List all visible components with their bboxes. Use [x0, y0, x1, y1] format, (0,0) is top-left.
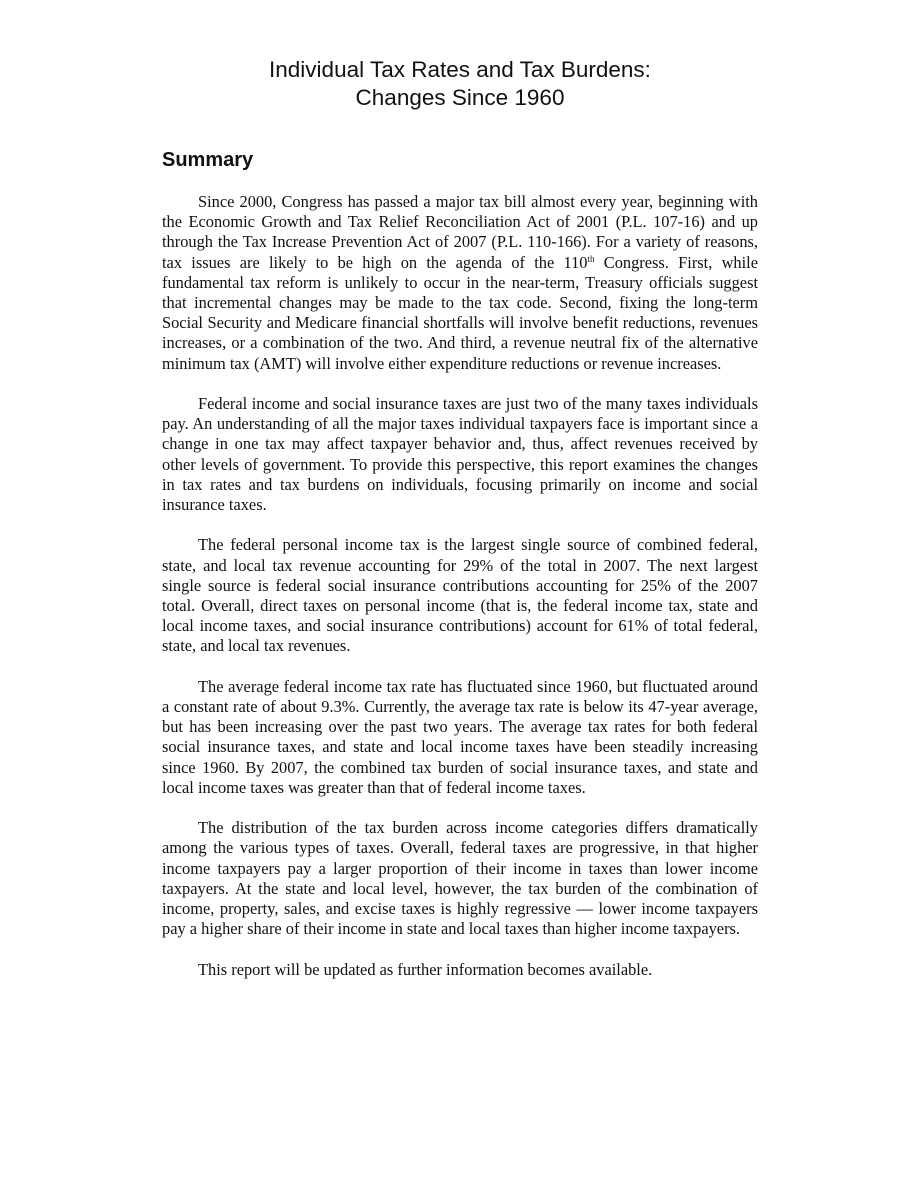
document-page	[162, 56, 758, 1000]
summary-paragraph-4: The average federal income tax rate has fluctuated since 1960, but fluctuated around a constant rate of about 9.3%. Currently, the average tax rate is below its 47-year average, but has been increasing over the past two years. The average tax rates for both federal social insurance taxes, and state and local income taxes have been steadily increasing since 1960. By 2007, the combined tax burden of social insurance taxes, and state and local income taxes was greater than that of federal income taxes.	[162, 676, 758, 797]
summary-paragraph-2: Federal income and social insurance taxes are just two of the many taxes individuals pay. An understanding of all the major taxes individual taxpayers face is important since a change in one tax may affect taxpayer behavior and, thus, affect revenues received by other levels of government. To provide this perspective, this report examines the changes in tax rates and tax burdens on individuals, focusing primarily on income and social insurance taxes.	[162, 394, 758, 515]
ordinal-suffix: th	[587, 253, 595, 264]
document-title-line-1: Individual Tax Rates and Tax Burdens:	[269, 57, 651, 82]
summary-paragraph-1	[162, 192, 758, 374]
summary-paragraph-6: This report will be updated as further information becomes available.	[198, 959, 653, 979]
summary-paragraph-3: The federal personal income tax is the largest single source of combined federal, state, and local tax revenue accounting for 29% of the total in 2007. The next largest single source is federal social insurance contributions accounting for 25% of the 2007 total. Overall, direct taxes on personal income (that is, the federal income tax, state and local income taxes, and social insurance contributions) account for 61% of total federal, state, and local tax revenues.	[162, 535, 758, 656]
document-title	[162, 56, 758, 112]
section-heading-summary: Summary	[162, 149, 254, 171]
summary-paragraph-5: The distribution of the tax burden across income categories differs dramatically among the various types of taxes. Overall, federal taxes are progressive, in that higher income taxpayers pay a larger proportion of their income in taxes than lower income taxpayers. At the state and local level, however, the tax burden of the combination of income, property, sales, and excise taxes is highly regressive — lower income taxpayers pay a higher share of their income in state and local taxes than higher income taxpayers.	[162, 818, 758, 939]
paragraph-1-text-end: Congress. First, while fundamental tax reform is unlikely to occur in the near-term, Treasury officials suggest that incremental changes may be made to the tax code. Second, fixing the long-term Social Security and Medicare financial shortfalls will involve benefit reductions, revenues increases, or a combination of the two. And third, a revenue neutral fix of the alternative minimum tax (AMT) will involve either expenditure reductions or revenue increases.	[162, 252, 758, 373]
document-title-line-2: Changes Since 1960	[355, 85, 565, 110]
paragraph-1-text-start: Since 2000, Congress has passed a major tax bill almost every year, beginning with the Economic Growth and Tax Relief Reconciliation Act of 2001 (P.L. 107-16) and up through the Tax Increase Prevention Act of 2007 (P.L. 110-166). For a variety of reasons, tax issues are likely to be high on the agenda of the 110	[162, 192, 758, 272]
